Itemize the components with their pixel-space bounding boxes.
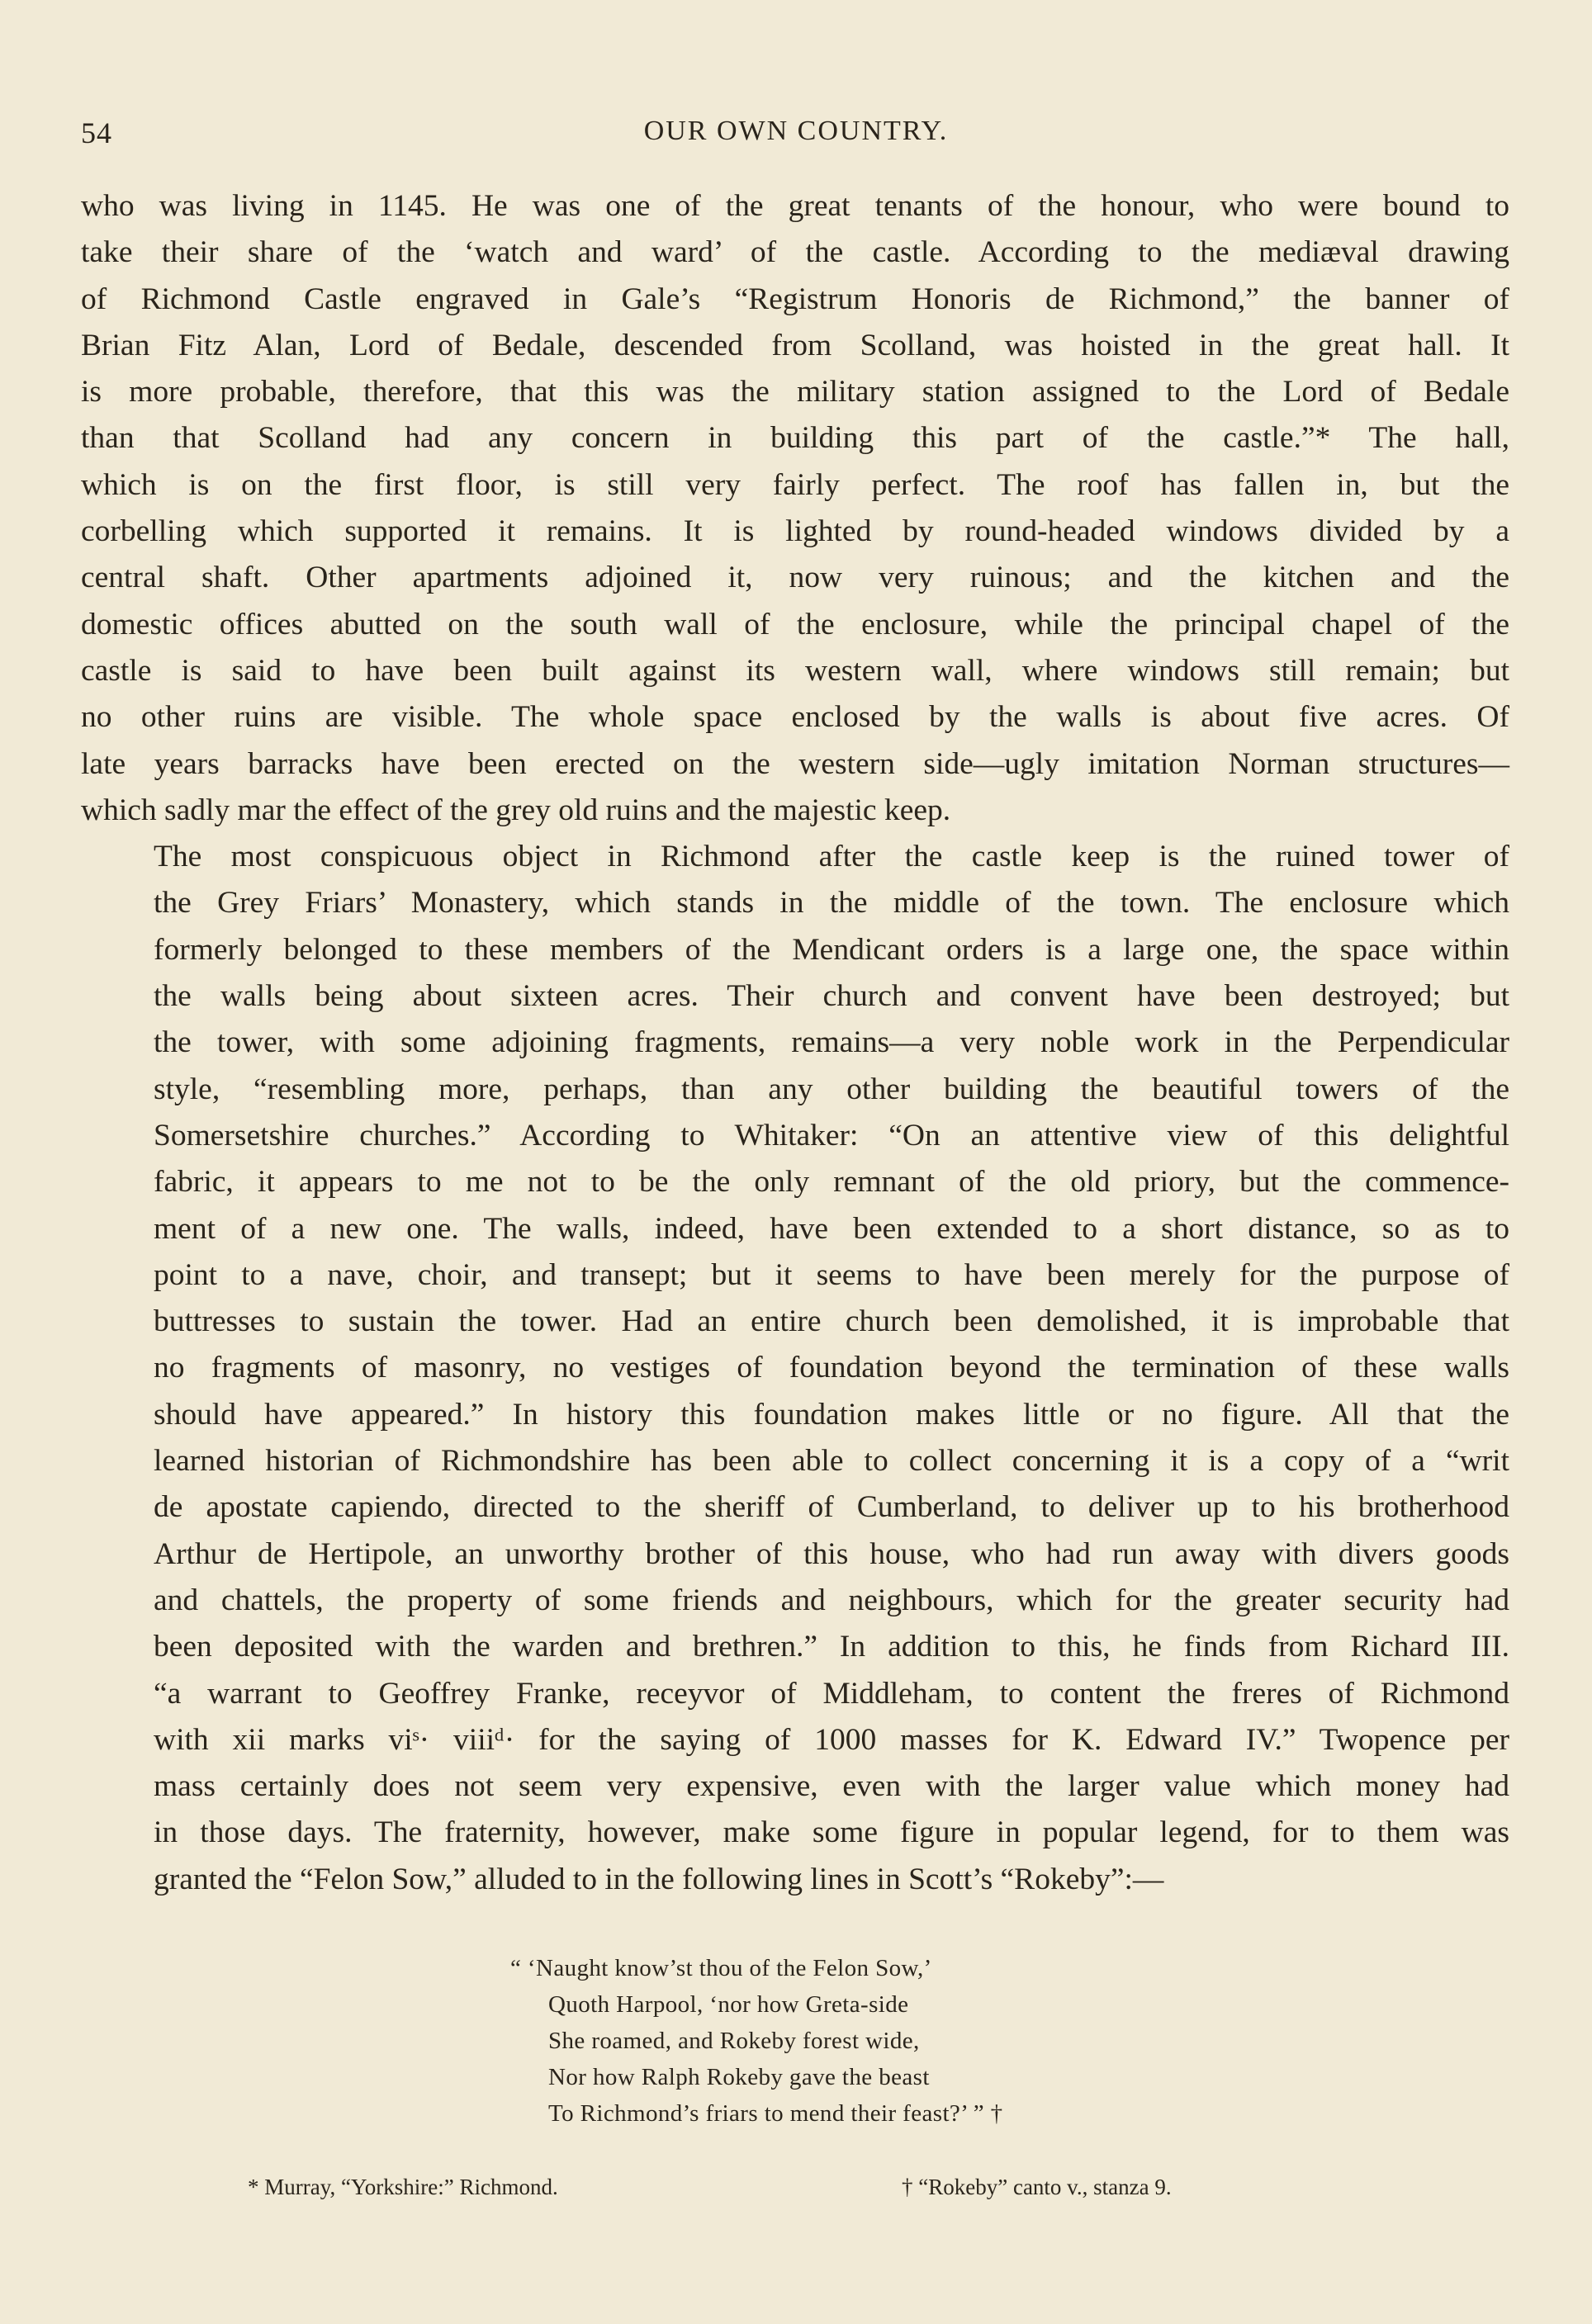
footnote-rokeby: † “Rokeby” canto v., stanza 9. <box>902 2175 1172 2199</box>
text-line: the Grey Friars’ Monastery, which stands in the middle of the town. The enclosure which <box>154 886 1509 921</box>
text-line: “a warrant to Geoffrey Franke, receyvor of Middleham, to content the freres of Richmond <box>154 1676 1509 1711</box>
text-line: who was living in 1145. He was one of the great tenants of the honour, who were bound to <box>81 189 1509 223</box>
text-line: which sadly mar the effect of the grey old ruins and the majestic keep. <box>81 793 951 827</box>
text-line: Brian Fitz Alan, Lord of Bedale, descended from Scolland, was hoisted in the great hall. It <box>81 328 1509 362</box>
text-line: fabric, it appears to me not to be the only remnant of the old priory, but the commence- <box>154 1165 1509 1200</box>
text-line: corbelling which supported it remains. It is lighted by round-headed windows divided by a <box>81 514 1509 549</box>
text-line: no fragments of masonry, no vestiges of foundation beyond the termination of these walls <box>154 1351 1509 1385</box>
text-line: the tower, with some adjoining fragments, remains—a very noble work in the Perpendicular <box>154 1025 1509 1060</box>
verse-quotation <box>510 1950 1003 2132</box>
text-line: Arthur de Hertipole, an unworthy brother of this house, who had run away with divers goods <box>154 1536 1509 1571</box>
verse-line: “ ‘Naught know’st thou of the Felon Sow,’ <box>510 1955 932 1981</box>
text-line: no other ruins are visible. The whole space enclosed by the walls is about five acres. Of <box>81 700 1509 735</box>
text-line: formerly belonged to these members of the Mendicant orders is a large one, the space within <box>154 932 1509 967</box>
text-line: late years barracks have been erected on the western side—ugly imitation Norman structures— <box>81 746 1509 781</box>
verse-line: She roamed, and Rokeby forest wide, <box>548 2028 920 2054</box>
paragraph-grey-friars <box>81 834 1509 1903</box>
running-title: OUR OWN COUNTRY. <box>643 116 949 146</box>
text-line: take their share of the ‘watch and ward’ of the castle. According to the mediæval drawing <box>81 235 1509 270</box>
text-line: the walls being about sixteen acres. Their church and convent have been destroyed; but <box>154 979 1509 1014</box>
text-line: granted the “Felon Sow,” alluded to in the following lines in Scott’s “Rokeby”:— <box>154 1862 1164 1896</box>
text-line: de apostate capiendo, directed to the sheriff of Cumberland, to deliver up to his brotherhood <box>154 1490 1509 1525</box>
text-line: domestic offices abutted on the south wall of the enclosure, while the principal chapel of the <box>81 607 1509 641</box>
text-line: castle is said to have been built against its western wall, where windows still remain; but <box>81 653 1509 688</box>
text-line: central shaft. Other apartments adjoined it, now very ruinous; and the kitchen and the <box>81 561 1509 595</box>
verse-line: Nor how Ralph Rokeby gave the beast <box>548 2064 930 2090</box>
text-line: should have appeared.” In history this foundation makes little or no figure. All that the <box>154 1397 1509 1432</box>
text-line: with xii marks viˢ· viiiᵈ· for the saying of 1000 masses for K. Edward IV.” Twopence per <box>154 1722 1509 1757</box>
paragraph-castle <box>81 183 1509 834</box>
text-line: of Richmond Castle engraved in Gale’s “Registrum Honoris de Richmond,” the banner of <box>81 282 1509 316</box>
text-line: buttresses to sustain the tower. Had an entire church been demolished, it is improbable that <box>154 1304 1509 1339</box>
text-line: than that Scolland had any concern in building this part of the castle.”* The hall, <box>81 421 1509 456</box>
page-header <box>81 116 1511 157</box>
text-line: style, “resembling more, perhaps, than any other building the beautiful towers of the <box>154 1072 1509 1106</box>
text-line: been deposited with the warden and brethren.” In addition to this, he finds from Richard III. <box>154 1630 1509 1664</box>
text-line: learned historian of Richmondshire has been able to collect concerning it is a copy of a “writ <box>154 1444 1509 1479</box>
text-line: which is on the first floor, is still very fairly perfect. The roof has fallen in, but the <box>81 467 1509 502</box>
text-line: and chattels, the property of some friends and neighbours, which for the greater security had <box>154 1583 1509 1617</box>
page-number: 54 <box>81 116 112 149</box>
text-line: The most conspicuous object in Richmond after the castle keep is the ruined tower of <box>154 840 1509 874</box>
footnote-murray: * Murray, “Yorkshire:” Richmond. <box>248 2175 558 2199</box>
verse-line: Quoth Harpool, ‘nor how Greta-side <box>548 1991 909 2018</box>
text-line: ment of a new one. The walls, indeed, have been extended to a short distance, so as to <box>154 1211 1509 1246</box>
text-line: in those days. The fraternity, however, make some figure in popular legend, for to them was <box>154 1815 1509 1850</box>
body-text <box>81 183 1509 1903</box>
text-line: Somersetshire churches.” According to Whitaker: “On an attentive view of this delightful <box>154 1118 1509 1153</box>
text-line: mass certainly does not seem very expensive, even with the larger value which money had <box>154 1769 1509 1804</box>
text-line: is more probable, therefore, that this was the military station assigned to the Lord of Bedale <box>81 375 1509 409</box>
verse-line: To Richmond’s friars to mend their feast?’ ” † <box>548 2100 1003 2127</box>
text-line: point to a nave, choir, and transept; but it seems to have been merely for the purpose of <box>154 1257 1509 1292</box>
